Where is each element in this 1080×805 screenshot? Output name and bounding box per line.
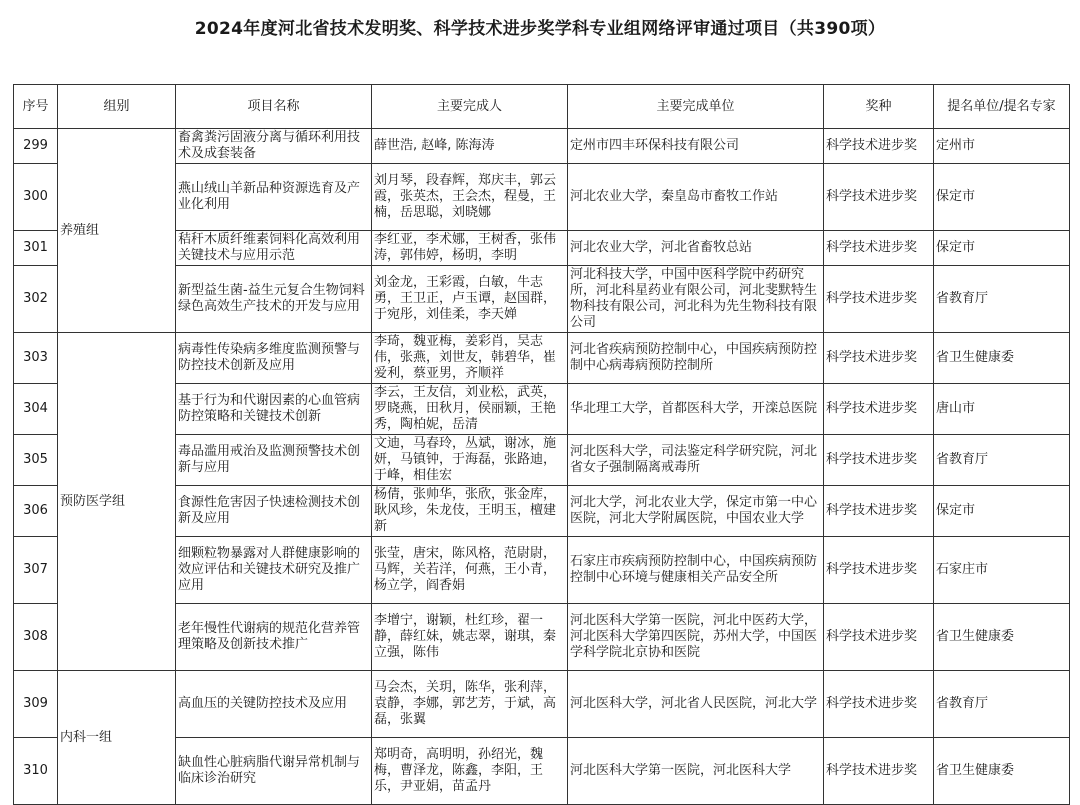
project-name: 病毒性传染病多维度监测预警与防控技术创新及应用 xyxy=(176,333,372,384)
nominator: 省教育厅 xyxy=(934,671,1070,738)
row-number: 300 xyxy=(14,164,58,231)
award-type: 科学技术进步奖 xyxy=(824,129,934,164)
nominator: 省卫生健康委 xyxy=(934,604,1070,671)
project-name: 食源性危害因子快速检测技术创新及应用 xyxy=(176,486,372,537)
group-cell: 养殖组 xyxy=(58,129,176,333)
award-type: 科学技术进步奖 xyxy=(824,486,934,537)
row-number: 309 xyxy=(14,671,58,738)
nominator: 保定市 xyxy=(934,231,1070,266)
header-cell: 主要完成人 xyxy=(372,85,568,129)
row-number: 299 xyxy=(14,129,58,164)
nominator: 保定市 xyxy=(934,486,1070,537)
table-row xyxy=(14,129,1070,164)
main-people: 李增宁，谢颖，杜红珍，翟一静，薛红妹，姚志翠，谢琪，秦立强，陈伟 xyxy=(372,604,568,671)
nominator: 唐山市 xyxy=(934,384,1070,435)
row-number: 303 xyxy=(14,333,58,384)
header-cell: 组别 xyxy=(58,85,176,129)
row-number: 304 xyxy=(14,384,58,435)
award-type: 科学技术进步奖 xyxy=(824,164,934,231)
main-units: 华北理工大学，首都医科大学，开滦总医院 xyxy=(568,384,824,435)
main-units: 河北大学，河北农业大学，保定市第一中心医院，河北大学附属医院，中国农业大学 xyxy=(568,486,824,537)
nominator: 石家庄市 xyxy=(934,537,1070,604)
main-units: 河北医科大学第一医院，河北医科大学 xyxy=(568,738,824,805)
main-people: 刘月琴，段春辉，郑庆丰，郭云霞，张英杰，王会杰，程曼，王楠，岳思聪，刘晓娜 xyxy=(372,164,568,231)
row-number: 306 xyxy=(14,486,58,537)
header-cell: 奖种 xyxy=(824,85,934,129)
table-row xyxy=(14,671,1070,738)
award-type: 科学技术进步奖 xyxy=(824,671,934,738)
group-cell: 内科一组 xyxy=(58,671,176,805)
award-type: 科学技术进步奖 xyxy=(824,537,934,604)
main-people: 李红亚，李术娜，王树香，张伟涛，郭伟婷，杨明，李明 xyxy=(372,231,568,266)
nominator: 保定市 xyxy=(934,164,1070,231)
project-name: 老年慢性代谢病的规范化营养管理策略及创新技术推广 xyxy=(176,604,372,671)
main-people: 文迪，马春玲，丛斌，谢冰，施妍，马镇钟，于海磊，张路迪，于峰，相佳宏 xyxy=(372,435,568,486)
project-name: 基于行为和代谢因素的心血管病防控策略和关键技术创新 xyxy=(176,384,372,435)
row-number: 302 xyxy=(14,266,58,333)
nominator: 省卫生健康委 xyxy=(934,333,1070,384)
document-title: 2024年度河北省技术发明奖、科学技术进步奖学科专业组网络评审通过项目（共390项） xyxy=(194,19,886,39)
projects-table xyxy=(13,84,1070,805)
project-name: 毒品滥用戒治及监测预警技术创新与应用 xyxy=(176,435,372,486)
header-cell: 项目名称 xyxy=(176,85,372,129)
nominator: 定州市 xyxy=(934,129,1070,164)
award-type: 科学技术进步奖 xyxy=(824,231,934,266)
main-people: 马会杰，关玥，陈华，张利萍，袁静，李娜，郭艺芳，于斌，高磊，张翼 xyxy=(372,671,568,738)
award-type: 科学技术进步奖 xyxy=(824,384,934,435)
main-units: 河北农业大学，河北省畜牧总站 xyxy=(568,231,824,266)
row-number: 308 xyxy=(14,604,58,671)
main-people: 李云，王友信，刘业松，武英，罗晓燕，田秋月，侯丽颖，王艳秀，陶柏妮，岳清 xyxy=(372,384,568,435)
main-units: 石家庄市疾病预防控制中心，中国疾病预防控制中心环境与健康相关产品安全所 xyxy=(568,537,824,604)
row-number: 301 xyxy=(14,231,58,266)
main-people: 薛世浩, 赵峰, 陈海涛 xyxy=(372,129,568,164)
main-people: 郑明奇，高明明，孙绍光，魏梅，曹泽龙，陈鑫，李阳，王乐，尹亚娟，苗孟丹 xyxy=(372,738,568,805)
main-people: 刘金龙，王彩霞，白敏，牛志勇，王卫正，卢玉谭，赵国群，于宛彤，刘佳柔，李天婵 xyxy=(372,266,568,333)
header-cell: 序号 xyxy=(14,85,58,129)
main-people: 张莹，唐宋，陈风格，范尉尉，马辉，关若洋，何燕，王小青，杨立学，阎香娟 xyxy=(372,537,568,604)
main-people: 杨倩，张帅华，张欣，张金库，耿风珍，朱龙伎，王明玉，檀建新 xyxy=(372,486,568,537)
row-number: 307 xyxy=(14,537,58,604)
project-name: 新型益生菌-益生元复合生物饲料绿色高效生产技术的开发与应用 xyxy=(176,266,372,333)
main-units: 河北医科大学，司法鉴定科学研究院，河北省女子强制隔离戒毒所 xyxy=(568,435,824,486)
main-units: 定州市四丰环保科技有限公司 xyxy=(568,129,824,164)
project-name: 细颗粒物暴露对人群健康影响的效应评估和关键技术研究及推广应用 xyxy=(176,537,372,604)
header-cell: 提名单位/提名专家 xyxy=(934,85,1070,129)
project-name: 高血压的关键防控技术及应用 xyxy=(176,671,372,738)
nominator: 省教育厅 xyxy=(934,435,1070,486)
award-type: 科学技术进步奖 xyxy=(824,604,934,671)
award-type: 科学技术进步奖 xyxy=(824,333,934,384)
project-name: 秸秆木质纤维素饲料化高效利用关键技术与应用示范 xyxy=(176,231,372,266)
nominator: 省教育厅 xyxy=(934,266,1070,333)
main-units: 河北科技大学，中国中医科学院中药研究所，河北科星药业有限公司，河北斐默特生物科技有限公司，河北科为先生物科技有限公司 xyxy=(568,266,824,333)
main-units: 河北医科大学，河北省人民医院，河北大学 xyxy=(568,671,824,738)
group-cell: 预防医学组 xyxy=(58,333,176,671)
project-name: 缺血性心脏病脂代谢异常机制与临床诊治研究 xyxy=(176,738,372,805)
main-units: 河北医科大学第一医院，河北中医药大学，河北医科大学第四医院，苏州大学，中国医学科学院北京协和医院 xyxy=(568,604,824,671)
award-type: 科学技术进步奖 xyxy=(824,738,934,805)
header-cell: 主要完成单位 xyxy=(568,85,824,129)
row-number: 310 xyxy=(14,738,58,805)
main-people: 李琦，魏亚梅，姜彩肖，吴志伟，张燕，刘世友，韩碧华，崔爱利，蔡亚男，齐顺祥 xyxy=(372,333,568,384)
table-header-row xyxy=(14,85,1070,129)
row-number: 305 xyxy=(14,435,58,486)
award-type: 科学技术进步奖 xyxy=(824,266,934,333)
nominator: 省卫生健康委 xyxy=(934,738,1070,805)
award-type: 科学技术进步奖 xyxy=(824,435,934,486)
project-name: 畜禽粪污固液分离与循环利用技术及成套装备 xyxy=(176,129,372,164)
main-units: 河北农业大学，秦皇岛市畜牧工作站 xyxy=(568,164,824,231)
project-name: 燕山绒山羊新品种资源选育及产业化利用 xyxy=(176,164,372,231)
table-row xyxy=(14,333,1070,384)
main-units: 河北省疾病预防控制中心，中国疾病预防控制中心病毒病预防控制所 xyxy=(568,333,824,384)
